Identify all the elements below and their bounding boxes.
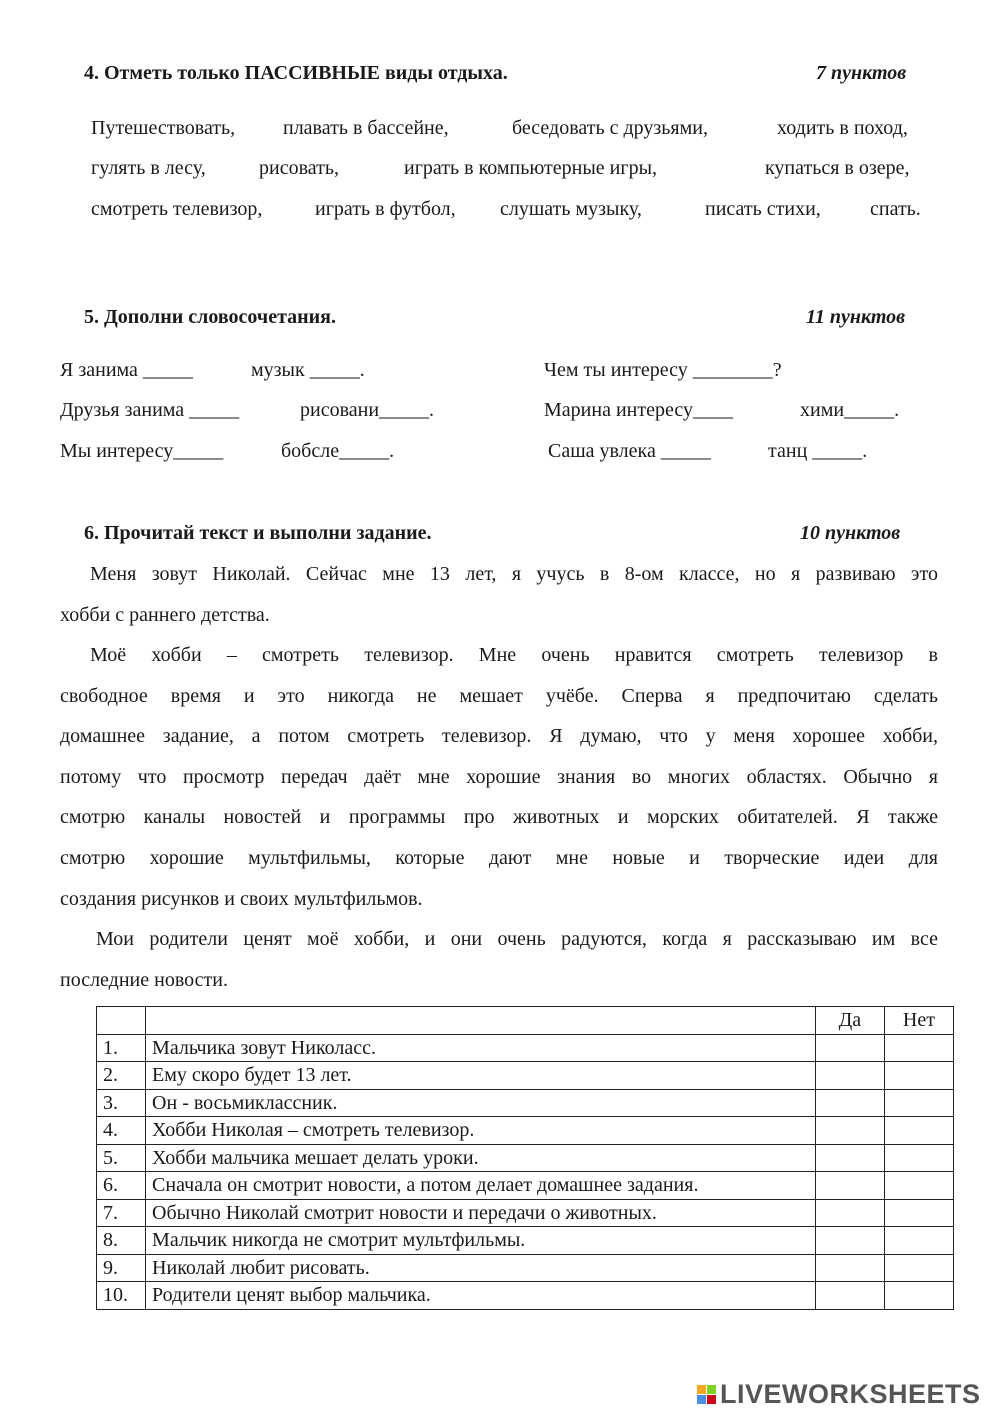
- no-answer-cell[interactable]: [884, 1089, 953, 1117]
- task4-option[interactable]: рисовать,: [259, 157, 339, 179]
- no-answer-cell[interactable]: [884, 1117, 953, 1145]
- logo-square: [707, 1395, 716, 1404]
- yes-answer-cell[interactable]: [815, 1199, 884, 1227]
- row-statement: Мальчика зовут Николасс.: [146, 1034, 816, 1062]
- yes-answer-cell[interactable]: [815, 1144, 884, 1172]
- logo-square: [697, 1385, 706, 1394]
- task4-option[interactable]: слушать музыку,: [500, 198, 642, 220]
- yes-answer-cell[interactable]: [815, 1062, 884, 1090]
- table-row: [97, 1254, 954, 1282]
- table-header-row: [97, 1007, 954, 1035]
- task4-option[interactable]: Путешествовать,: [91, 117, 236, 139]
- task4-option[interactable]: смотреть телевизор,: [91, 198, 263, 220]
- row-number: 3.: [97, 1089, 146, 1117]
- liveworksheets-logo[interactable]: [697, 1377, 981, 1411]
- task4-option[interactable]: играть в футбол,: [315, 198, 456, 220]
- task5-phrase[interactable]: Друзья занима _____: [60, 399, 240, 421]
- row-number: 2.: [97, 1062, 146, 1090]
- task4-option[interactable]: гулять в лесу,: [91, 157, 206, 179]
- paragraph-line: Мои родители ценят моё хобби, и они очень радуются, когда я рассказываю им все: [96, 928, 938, 950]
- task4-option[interactable]: плавать в бассейне,: [283, 117, 449, 139]
- paragraph-line: смотрю каналы новостей и программы про животных и морских обитателей. Я также: [60, 806, 938, 829]
- row-number: 10.: [97, 1282, 146, 1310]
- yes-answer-cell[interactable]: [815, 1227, 884, 1255]
- task5-title: 5. Дополни словосочетания.: [84, 306, 337, 328]
- row-number: 4.: [97, 1117, 146, 1145]
- task5-phrase[interactable]: танц _____.: [768, 440, 868, 462]
- paragraph-line: последние новости.: [60, 968, 228, 991]
- table-cell: [146, 1007, 816, 1035]
- task4-option[interactable]: ходить в поход,: [777, 117, 908, 139]
- row-statement: Хобби мальчика мешает делать уроки.: [146, 1144, 816, 1172]
- row-statement: Сначала он смотрит новости, а потом делает домашнее задания.: [146, 1172, 816, 1200]
- yes-answer-cell[interactable]: [815, 1089, 884, 1117]
- no-answer-cell[interactable]: [884, 1144, 953, 1172]
- yes-answer-cell[interactable]: [815, 1254, 884, 1282]
- no-answer-cell[interactable]: [884, 1282, 953, 1310]
- row-number: 8.: [97, 1227, 146, 1255]
- table-row: [97, 1172, 954, 1200]
- task5-phrase[interactable]: музык _____.: [251, 359, 365, 381]
- logo-square: [697, 1395, 706, 1404]
- row-number: 9.: [97, 1254, 146, 1282]
- paragraph-line: хобби с раннего детства.: [60, 603, 270, 626]
- reading-paragraph-1: [60, 554, 938, 635]
- row-number: 7.: [97, 1199, 146, 1227]
- header-yes: Да: [815, 1007, 884, 1035]
- task4-option[interactable]: спать.: [870, 198, 921, 220]
- task4-option[interactable]: купаться в озере,: [765, 157, 910, 179]
- no-answer-cell[interactable]: [884, 1034, 953, 1062]
- table-row: [97, 1199, 954, 1227]
- table-row: [97, 1144, 954, 1172]
- table-row: [97, 1227, 954, 1255]
- true-false-table: [96, 1006, 954, 1310]
- paragraph-line: смотрю хорошие мультфильмы, которые дают мне новые и творческие идеи для: [60, 846, 938, 869]
- task4-points: 7 пунктов: [816, 62, 907, 84]
- reading-paragraph-2: [60, 635, 938, 919]
- task5-phrase[interactable]: Чем ты интересу ________?: [544, 359, 782, 381]
- task5-points: 11 пунктов: [806, 306, 906, 328]
- logo-text: LIVEWORKSHEETS: [720, 1378, 981, 1409]
- yes-answer-cell[interactable]: [815, 1117, 884, 1145]
- yes-answer-cell[interactable]: [815, 1034, 884, 1062]
- paragraph-line: потому что просмотр передач даёт мне хорошие знания во многих областях. Обычно я: [60, 765, 938, 788]
- table-row: [97, 1089, 954, 1117]
- no-answer-cell[interactable]: [884, 1172, 953, 1200]
- liveworksheets-logo-icon: [697, 1385, 716, 1404]
- task5-phrase[interactable]: Мы интересу_____: [60, 440, 224, 462]
- row-number: 1.: [97, 1034, 146, 1062]
- yes-answer-cell[interactable]: [815, 1282, 884, 1310]
- header-no: Нет: [884, 1007, 953, 1035]
- task5-phrase[interactable]: бобсле_____.: [281, 440, 395, 462]
- row-number: 6.: [97, 1172, 146, 1200]
- task5-phrase[interactable]: Я занима _____: [60, 359, 193, 381]
- paragraph-line: домашнее задание, а потом смотреть телевизор. Я думаю, что у меня хорошее хобби,: [60, 725, 938, 748]
- task5-phrase[interactable]: рисовани_____.: [300, 399, 435, 421]
- row-statement: Обычно Николай смотрит новости и передачи о животных.: [146, 1199, 816, 1227]
- task4-option[interactable]: беседовать с друзьями,: [512, 117, 708, 139]
- task4-option[interactable]: писать стихи,: [705, 198, 821, 220]
- table-row: [97, 1282, 954, 1310]
- no-answer-cell[interactable]: [884, 1227, 953, 1255]
- no-answer-cell[interactable]: [884, 1062, 953, 1090]
- table-cell: [97, 1007, 146, 1035]
- table-row: [97, 1062, 954, 1090]
- yes-answer-cell[interactable]: [815, 1172, 884, 1200]
- task4-option[interactable]: играть в компьютерные игры,: [404, 157, 658, 179]
- task6-title: 6. Прочитай текст и выполни задание.: [84, 522, 432, 544]
- row-statement: Ему скоро будет 13 лет.: [146, 1062, 816, 1090]
- task6-points: 10 пунктов: [800, 522, 901, 544]
- task5-phrase[interactable]: Марина интересу____: [544, 399, 733, 421]
- table-row: [97, 1117, 954, 1145]
- no-answer-cell[interactable]: [884, 1254, 953, 1282]
- row-statement: Он - восьмиклассник.: [146, 1089, 816, 1117]
- task5-phrase[interactable]: хими_____.: [800, 399, 900, 421]
- row-statement: Николай любит рисовать.: [146, 1254, 816, 1282]
- task5-phrase[interactable]: Саша увлека _____: [548, 440, 711, 462]
- no-answer-cell[interactable]: [884, 1199, 953, 1227]
- row-statement: Хобби Николая – смотреть телевизор.: [146, 1117, 816, 1145]
- paragraph-line: создания рисунков и своих мультфильмов.: [60, 887, 423, 910]
- row-statement: Мальчик никогда не смотрит мультфильмы.: [146, 1227, 816, 1255]
- reading-paragraph-3: [60, 919, 938, 1000]
- paragraph-line: Меня зовут Николай. Сейчас мне 13 лет, я учусь в 8-ом классе, но я развиваю это: [90, 563, 938, 585]
- row-number: 5.: [97, 1144, 146, 1172]
- row-statement: Родители ценят выбор мальчика.: [146, 1282, 816, 1310]
- logo-square: [707, 1385, 716, 1394]
- paragraph-line: Моё хобби – смотреть телевизор. Мне очень нравится смотреть телевизор в: [90, 644, 938, 666]
- task4-title: 4. Отметь только ПАССИВНЫЕ виды отдыха.: [84, 62, 508, 84]
- paragraph-line: свободное время и это никогда не мешает учёбе. Сперва я предпочитаю сделать: [60, 684, 938, 707]
- table-row: [97, 1034, 954, 1062]
